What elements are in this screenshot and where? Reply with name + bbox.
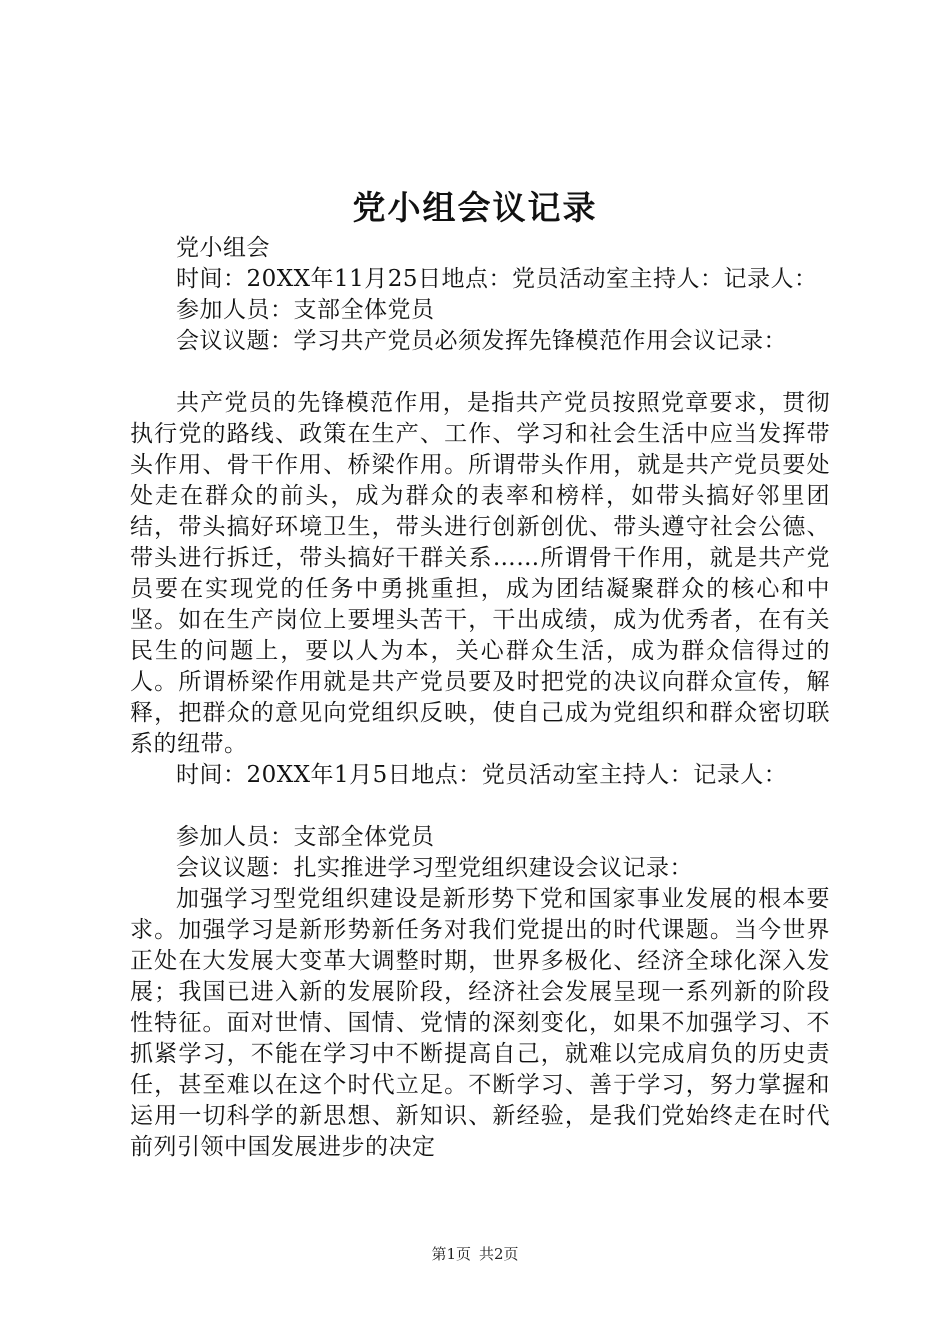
paragraph-spacer	[130, 357, 830, 388]
document-body	[130, 233, 830, 1163]
page-number-current: 第1页	[431, 1245, 471, 1263]
paragraph-meeting-2-attendees: 参加人员：支部全体党员	[176, 824, 435, 850]
paragraph-group-name: 党小组会	[176, 235, 270, 261]
paragraph-spacer	[130, 791, 830, 822]
paragraph-meeting-1-info: 时间：20XX年11月25日地点：党员活动室主持人：记录人：	[176, 266, 818, 292]
paragraph-meeting-1-attendees: 参加人员：支部全体党员	[176, 297, 435, 323]
page-number-total: 共2页	[479, 1245, 519, 1263]
paragraph-meeting-1-record: 共产党员的先锋模范作用，是指共产党员按照党章要求，贯彻执行党的路线、政策在生产、工作、学习和社会生活中应当发挥带头作用、骨干作用、桥梁作用。所谓带头作用，就是共产党员要处处走在群众的前头，成为群众的表率和榜样，如带头搞好邻里团结，带头搞好环境卫生，带头进行创新创优、带头遵守社会公德、带头进行拆迁，带头搞好干群关系……所谓骨干作用，就是共产党员要在实现党的任务中勇挑重担，成为团结凝聚群众的核心和中坚。如在生产岗位上要埋头苦干，干出成绩，成为优秀者，在有关民生的问题上，要以人为本，关心群众生活，成为群众信得过的人。所谓桥梁作用就是共产党员要及时把党的决议向群众宣传，解释，把群众的意见向党组织反映，使自己成为党组织和群众密切联系的纽带。	[130, 390, 830, 757]
paragraph-meeting-2-topic: 会议议题：扎实推进学习型党组织建设会议记录：	[176, 855, 693, 881]
paragraph-meeting-2-info: 时间：20XX年1月5日地点：党员活动室主持人：记录人：	[176, 762, 788, 788]
page-footer	[0, 1244, 950, 1264]
paragraph-meeting-1-topic: 会议议题：学习共产党员必须发挥先锋模范作用会议记录：	[176, 328, 787, 354]
paragraph-meeting-2-record: 加强学习型党组织建设是新形势下党和国家事业发展的根本要求。加强学习是新形势新任务对我们党提出的时代课题。当今世界正处在大发展大变革大调整时期，世界多极化、经济全球化深入发展；我国已进入新的发展阶段，经济社会发展呈现一系列新的阶段性特征。面对世情、国情、党情的深刻变化，如果不加强学习、不抓紧学习，不能在学习中不断提高自己，就难以完成肩负的历史责任，甚至难以在这个时代立足。不断学习、善于学习，努力掌握和运用一切科学的新思想、新知识、新经验，是我们党始终走在时代前列引领中国发展进步的决定	[130, 886, 830, 1160]
document-title: 党小组会议记录	[352, 188, 598, 227]
